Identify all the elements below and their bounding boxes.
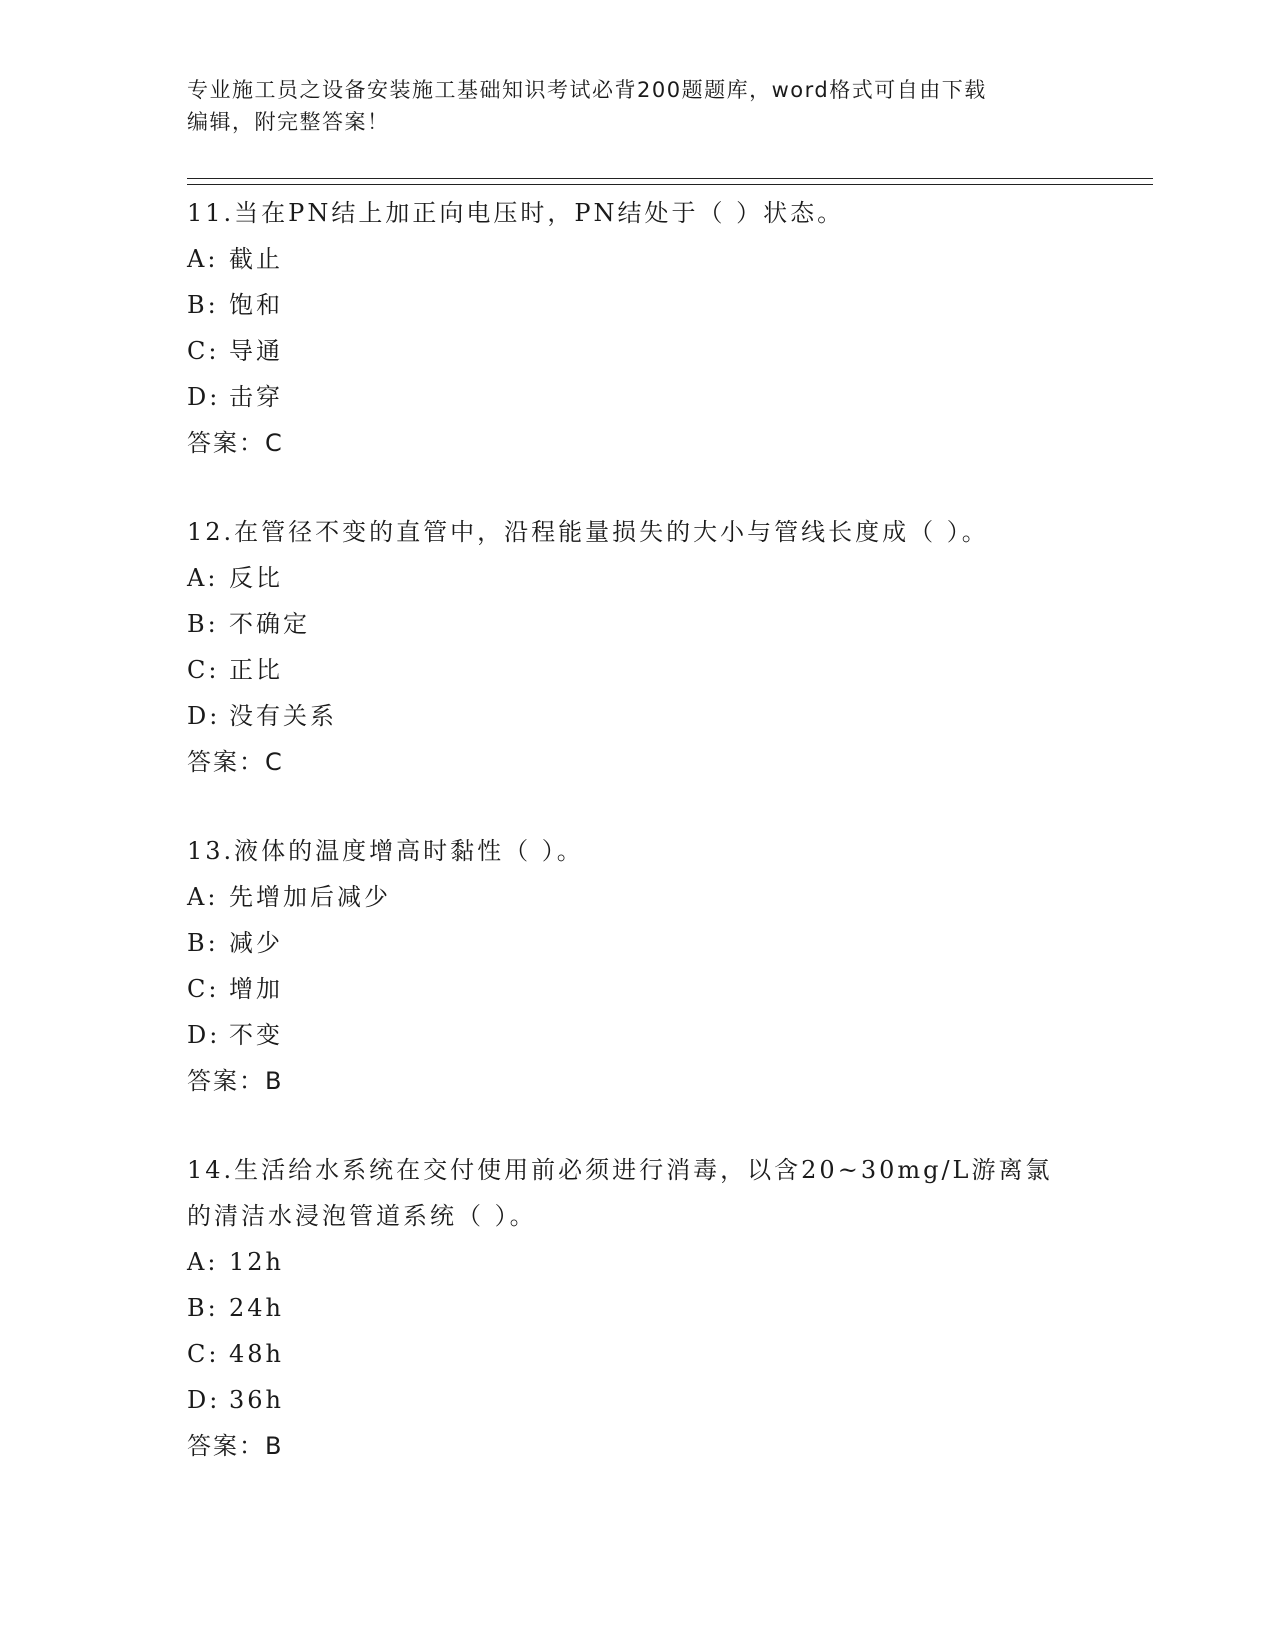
option-text: 48h [229,1340,284,1368]
option-letter: D: [187,383,221,411]
header-divider-bottom [187,184,1153,185]
option-a [187,1239,1087,1285]
option-letter: D: [187,702,221,730]
option-d [187,374,1087,420]
option-c [187,647,1087,693]
question-stem: 12.在管径不变的直管中，沿程能量损失的大小与管线长度成（ ）。 [187,518,989,546]
option-letter: C: [187,337,220,365]
option-text: 反比 [229,564,283,592]
option-text: 截止 [229,245,283,273]
option-c [187,966,1087,1012]
option-letter: B: [187,1294,219,1322]
option-text: 没有关系 [229,702,337,730]
option-d [187,1377,1087,1423]
option-letter: B: [187,291,219,319]
option-b [187,282,1087,328]
option-letter: B: [187,610,219,638]
option-d [187,693,1087,739]
option-letter: A: [187,883,219,911]
option-c [187,1331,1087,1377]
option-c [187,328,1087,374]
answer-line: 答案：C [187,748,284,776]
option-a [187,874,1087,920]
option-text: 减少 [229,929,283,957]
header-title-line-2: 编辑，附完整答案！ [187,110,390,134]
question-13 [187,828,1087,1104]
option-letter: C: [187,656,220,684]
question-stem-line-2: 的清洁水浸泡管道系统（ ）。 [187,1202,537,1230]
option-text: 24h [229,1294,284,1322]
option-b [187,1285,1087,1331]
option-text: 先增加后减少 [229,883,391,911]
question-stem: 13.液体的温度增高时黏性（ ）。 [187,837,584,865]
option-a [187,236,1087,282]
option-text: 不变 [229,1021,283,1049]
option-b [187,920,1087,966]
question-11 [187,190,1087,466]
question-stem-line-1: 14.生活给水系统在交付使用前必须进行消毒，以含20~30mg/L游离氯 [187,1156,1053,1184]
option-letter: A: [187,245,219,273]
option-letter: D: [187,1021,221,1049]
option-text: 正比 [229,656,283,684]
option-text: 饱和 [229,291,283,319]
question-stem: 11.当在PN结上加正向电压时，PN结处于（ ）状态。 [187,199,845,227]
answer-line: 答案：B [187,1432,284,1460]
option-letter: C: [187,975,220,1003]
option-letter: C: [187,1340,220,1368]
option-text: 击穿 [229,383,283,411]
option-letter: D: [187,1386,221,1414]
option-text: 增加 [229,975,283,1003]
option-letter: A: [187,564,219,592]
option-text: 不确定 [229,610,310,638]
document-header [187,74,1067,138]
header-title-line-1: 专业施工员之设备安装施工基础知识考试必背200题题库，word格式可自由下载 [187,78,987,102]
answer-line: 答案：B [187,1067,284,1095]
option-letter: B: [187,929,219,957]
option-d [187,1012,1087,1058]
option-text: 12h [229,1248,284,1276]
answer-line: 答案：C [187,429,284,457]
option-letter: A: [187,1248,219,1276]
option-text: 36h [229,1386,284,1414]
option-b [187,601,1087,647]
question-14 [187,1147,1087,1469]
option-text: 导通 [229,337,283,365]
question-12 [187,509,1087,785]
option-a [187,555,1087,601]
header-divider-top [187,178,1153,179]
